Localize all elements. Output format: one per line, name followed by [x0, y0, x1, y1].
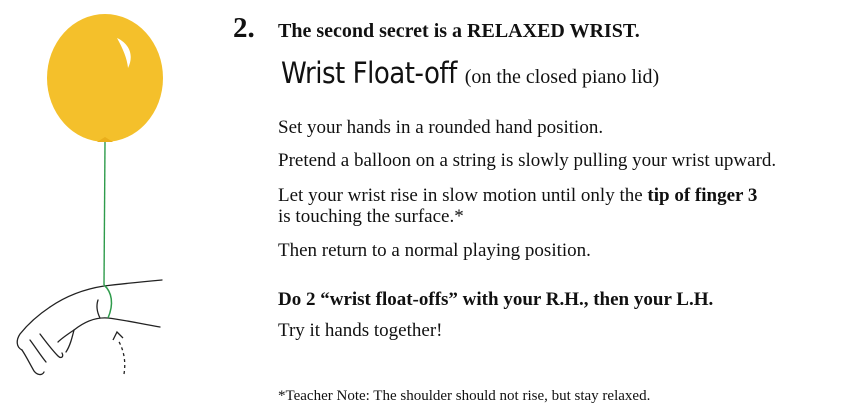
instruction-text: Do 2 “wrist float-offs” with your R.H., then your L.H.: [278, 289, 714, 310]
teacher-footnote: *Teacher Note: The shoulder should not rise, but stay relaxed.: [278, 388, 651, 404]
step-text-3: [278, 185, 757, 206]
step-text-1: Set your hands in a rounded hand position.: [278, 117, 604, 138]
string-icon: [104, 142, 105, 285]
step-text-2: Pretend a balloon on a string is slowly pulling your wrist upward.: [278, 150, 777, 171]
step-number: 2.: [233, 12, 255, 44]
exercise-title: Wrist Float-off: [281, 56, 457, 90]
step-text-3-emphasis: tip of finger 3: [647, 185, 758, 206]
section-heading: The second secret is a RELAXED WRIST.: [278, 20, 640, 42]
step-text-3-start: Let your wrist rise in slow motion until only the: [278, 185, 648, 206]
balloon-icon: [47, 14, 163, 142]
instruction-followup: Try it hands together!: [278, 320, 443, 341]
balloon-hand-illustration: [0, 0, 200, 415]
exercise-subtitle: (on the closed piano lid): [464, 66, 660, 88]
exercise-title-row: [281, 56, 659, 90]
hand-icon: [17, 280, 162, 375]
upward-arrow-icon: [113, 332, 125, 374]
step-text-4: Then return to a normal playing position.: [278, 240, 591, 261]
step-text-3-continued: is touching the surface.*: [278, 206, 464, 227]
